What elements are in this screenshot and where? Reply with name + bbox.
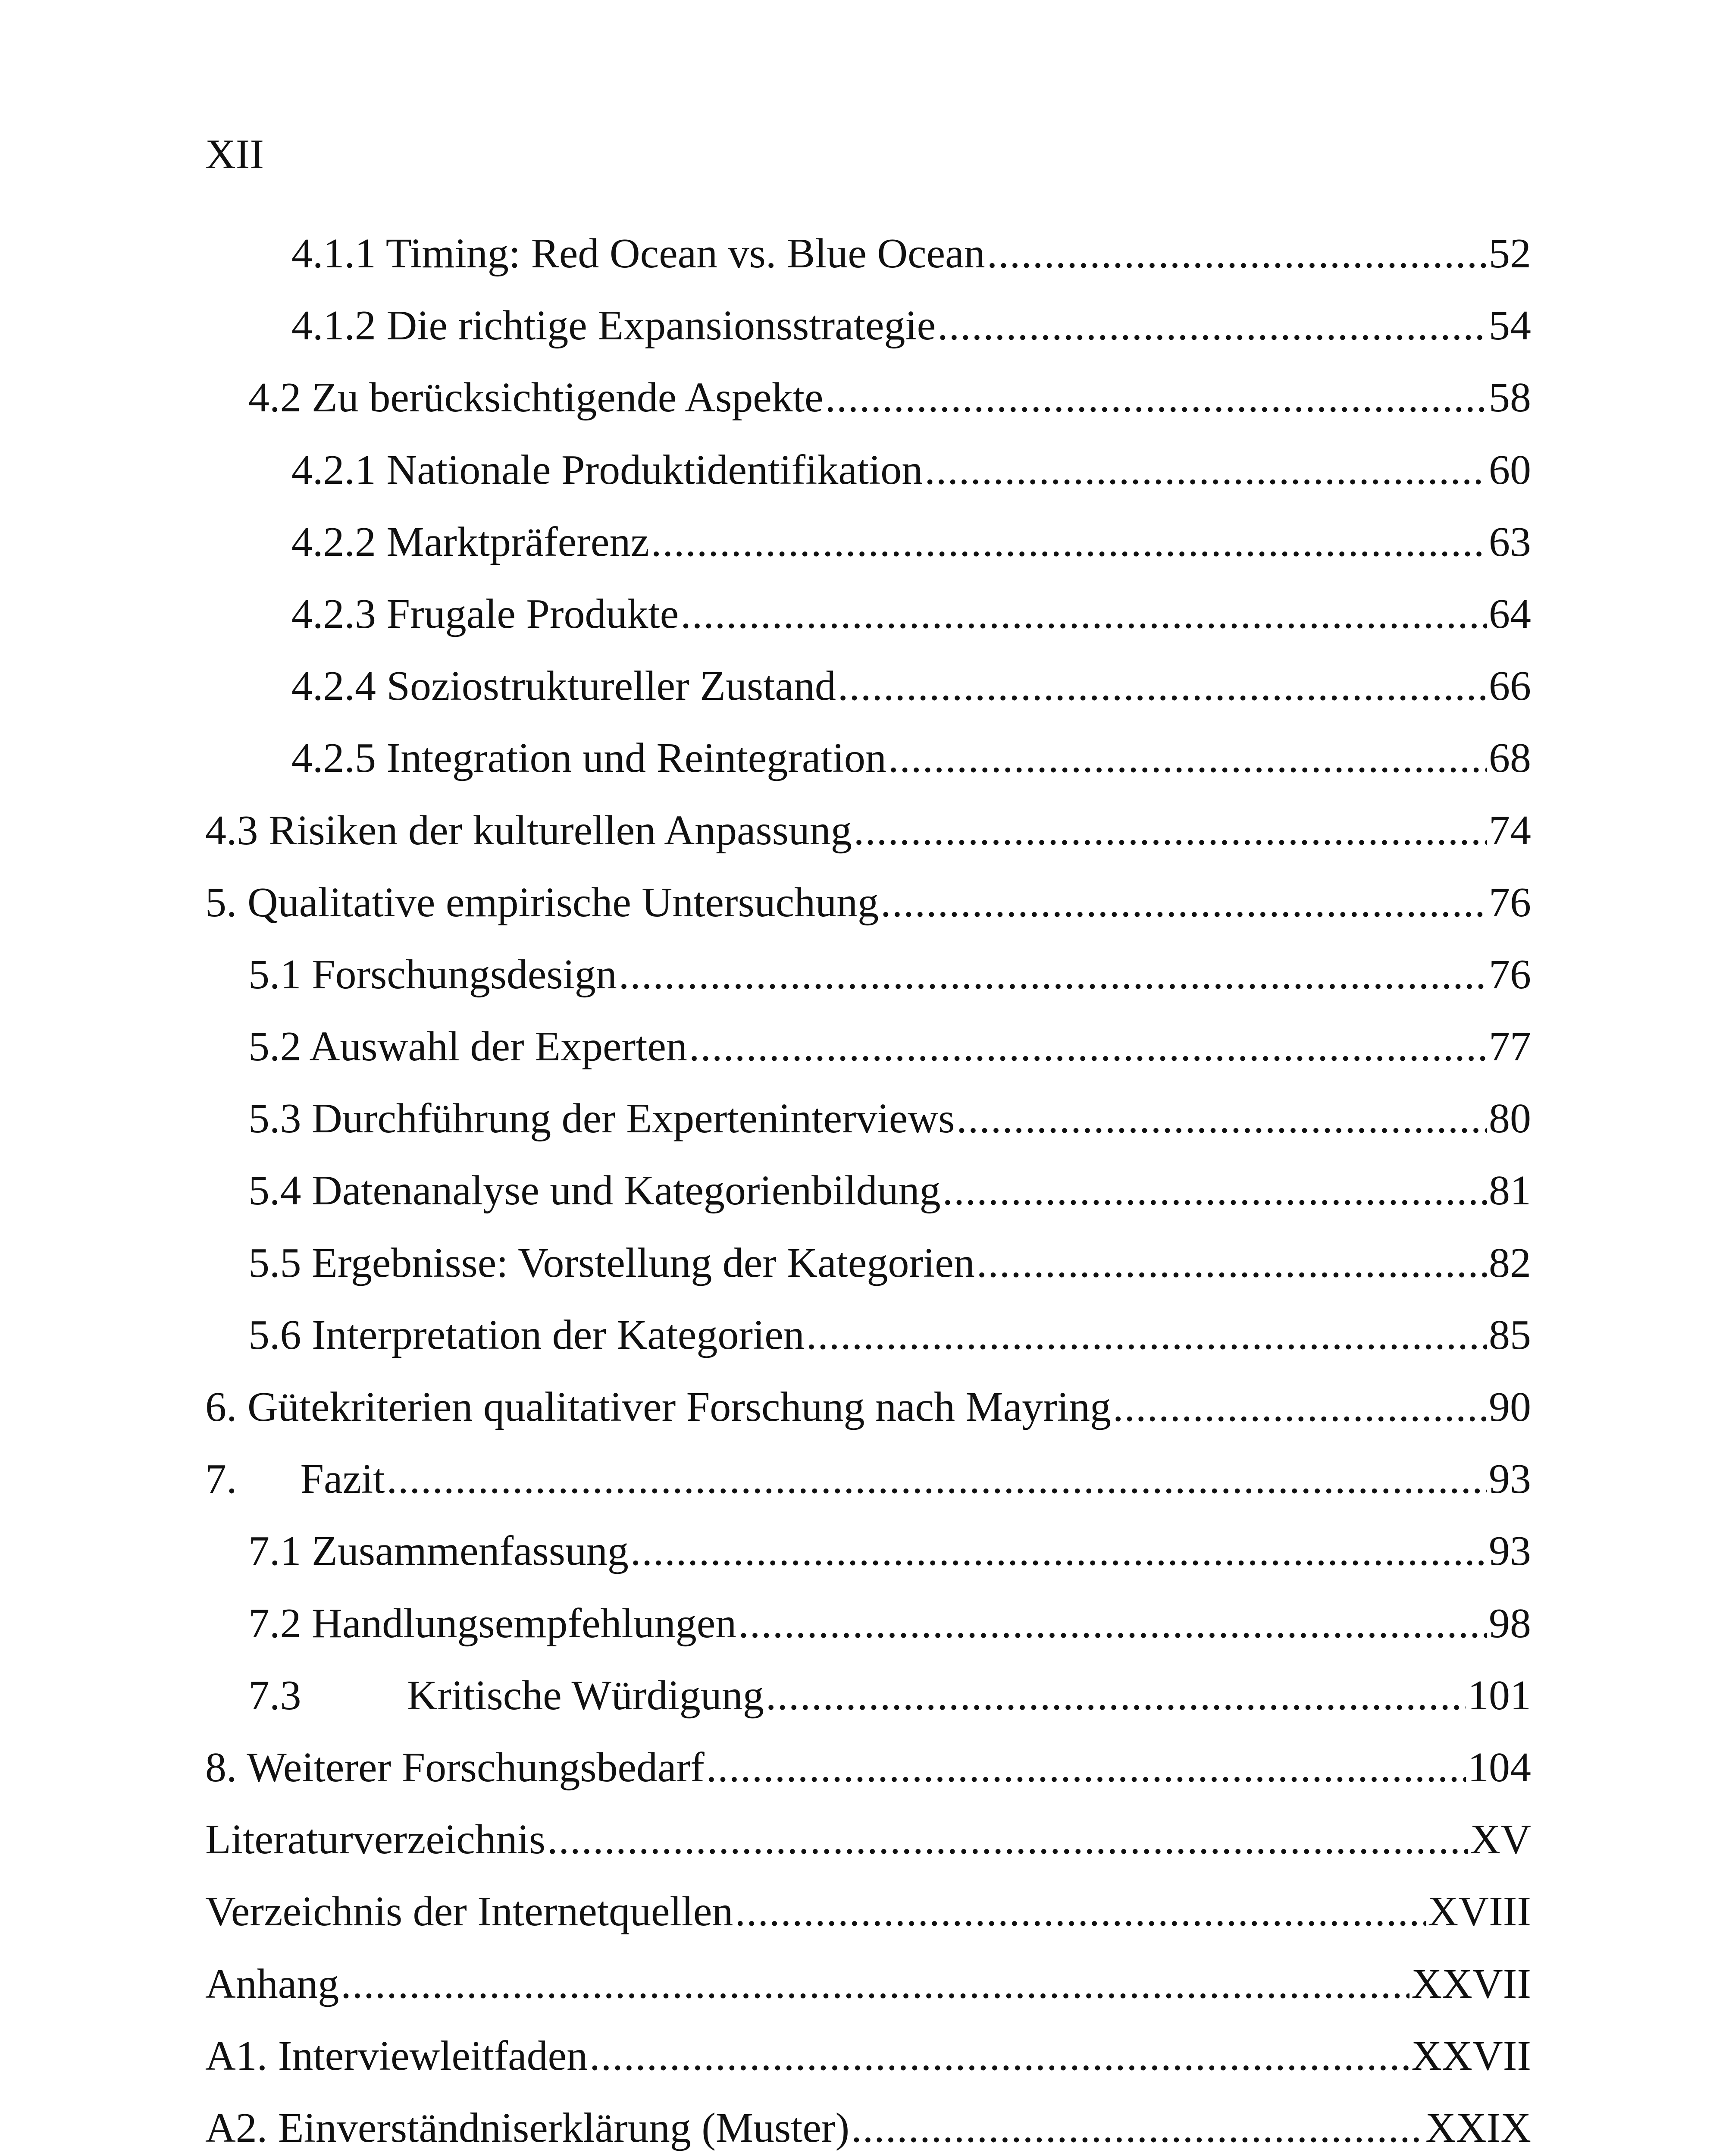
toc-entry[interactable] bbox=[205, 800, 1531, 872]
toc-entry-page: 58 bbox=[1489, 374, 1531, 421]
toc-entry[interactable] bbox=[205, 1881, 1531, 1953]
dot-leader bbox=[547, 1809, 1468, 1870]
toc-entry[interactable] bbox=[205, 1016, 1531, 1088]
toc-entry-page: 66 bbox=[1489, 663, 1531, 710]
toc-entry-title: 5.3 Durchführung der Experteninterviews bbox=[248, 1095, 955, 1142]
toc-entry-title: 5. Qualitative empirische Untersuchung bbox=[205, 879, 879, 926]
toc-entry-title: 7.2 Handlungsempfehlungen bbox=[248, 1600, 737, 1647]
toc-entry-title: 6. Gütekriterien qualitativer Forschung nach Mayring bbox=[205, 1384, 1111, 1430]
dot-leader bbox=[924, 440, 1487, 500]
table-of-contents bbox=[205, 223, 1531, 2156]
toc-entry[interactable] bbox=[205, 1088, 1531, 1160]
dot-leader bbox=[937, 295, 1487, 356]
toc-entry[interactable] bbox=[205, 728, 1531, 800]
toc-entry-page: 81 bbox=[1489, 1167, 1531, 1214]
toc-entry-title: 5.2 Auswahl der Experten bbox=[248, 1023, 687, 1070]
toc-entry-page: 60 bbox=[1489, 446, 1531, 493]
toc-entry-page: XVIII bbox=[1428, 1888, 1531, 1935]
dot-leader bbox=[706, 1737, 1466, 1798]
toc-entry-page: XV bbox=[1470, 1816, 1531, 1863]
toc-entry-title: 4.2.3 Frugale Produkte bbox=[291, 590, 679, 637]
toc-entry[interactable] bbox=[205, 1593, 1531, 1665]
toc-entry-page: 52 bbox=[1489, 230, 1531, 277]
dot-leader bbox=[689, 1016, 1487, 1077]
toc-entry-page: 63 bbox=[1489, 518, 1531, 565]
toc-entry[interactable] bbox=[205, 223, 1531, 295]
dot-leader bbox=[838, 656, 1487, 716]
toc-entry[interactable] bbox=[205, 367, 1531, 439]
toc-entry-title: 8. Weiterer Forschungsbedarf bbox=[205, 1744, 705, 1791]
toc-entry-page: 74 bbox=[1489, 807, 1531, 854]
toc-entry-title: 7.1 Zusammenfassung bbox=[248, 1528, 629, 1575]
toc-entry-title: 5.5 Ergebnisse: Vorstellung der Kategorien bbox=[248, 1239, 975, 1286]
toc-entry-page: 101 bbox=[1468, 1672, 1531, 1719]
toc-entry[interactable] bbox=[205, 2026, 1531, 2098]
toc-entry-page: 80 bbox=[1489, 1095, 1531, 1142]
dot-leader bbox=[680, 584, 1487, 644]
toc-entry-page: XXIX bbox=[1425, 2104, 1531, 2151]
toc-entry[interactable] bbox=[205, 2098, 1531, 2156]
toc-entry-page: 77 bbox=[1489, 1023, 1531, 1070]
toc-entry[interactable] bbox=[205, 1160, 1531, 1232]
toc-entry-page: 82 bbox=[1489, 1239, 1531, 1286]
toc-entry-title: 4.2.5 Integration und Reintegration bbox=[291, 735, 886, 782]
dot-leader bbox=[651, 512, 1487, 572]
toc-entry[interactable] bbox=[205, 1954, 1531, 2026]
toc-entry-title: 4.1.1 Timing: Red Ocean vs. Blue Ocean bbox=[291, 230, 985, 277]
toc-entry-title: 5.1 Forschungsdesign bbox=[248, 951, 617, 998]
toc-entry[interactable] bbox=[205, 872, 1531, 944]
toc-entry-title: 4.2 Zu berücksichtigende Aspekte bbox=[248, 374, 824, 421]
dot-leader bbox=[888, 728, 1487, 788]
dot-leader bbox=[956, 1088, 1487, 1149]
toc-entry-title: 5.4 Datenanalyse und Kategorienbildung bbox=[248, 1167, 941, 1214]
dot-leader bbox=[589, 2026, 1409, 2086]
toc-entry-title: 7. Fazit bbox=[205, 1456, 385, 1503]
dot-leader bbox=[738, 1593, 1487, 1654]
dot-leader bbox=[619, 944, 1487, 1005]
dot-leader bbox=[386, 1449, 1487, 1509]
toc-entry[interactable] bbox=[205, 440, 1531, 512]
toc-entry-title: Literaturverzeichnis bbox=[205, 1816, 546, 1863]
toc-entry[interactable] bbox=[205, 1665, 1531, 1737]
toc-entry-page: 104 bbox=[1468, 1744, 1531, 1791]
toc-entry-page: 85 bbox=[1489, 1311, 1531, 1358]
toc-entry-title: 4.2.2 Marktpräferenz bbox=[291, 518, 649, 565]
toc-entry-title: 5.6 Interpretation der Kategorien bbox=[248, 1311, 805, 1358]
toc-entry[interactable] bbox=[205, 1521, 1531, 1593]
toc-entry-page: 93 bbox=[1489, 1528, 1531, 1575]
toc-entry-title: 4.2.4 Soziostruktureller Zustand bbox=[291, 663, 836, 710]
toc-entry-title: Verzeichnis der Internetquellen bbox=[205, 1888, 733, 1935]
toc-entry[interactable] bbox=[205, 656, 1531, 728]
toc-entry-title: A2. Einverständniserklärung (Muster) bbox=[205, 2104, 850, 2151]
dot-leader bbox=[851, 2098, 1424, 2156]
toc-entry-page: 93 bbox=[1489, 1456, 1531, 1503]
toc-entry[interactable] bbox=[205, 512, 1531, 584]
toc-entry[interactable] bbox=[205, 944, 1531, 1016]
dot-leader bbox=[943, 1160, 1487, 1221]
toc-entry-page: 54 bbox=[1489, 302, 1531, 349]
dot-leader bbox=[1113, 1377, 1487, 1437]
dot-leader bbox=[735, 1881, 1426, 1942]
toc-entry-title: 4.2.1 Nationale Produktidentifikation bbox=[291, 446, 923, 493]
toc-entry-page: 68 bbox=[1489, 735, 1531, 782]
toc-entry-title: Anhang bbox=[205, 1960, 339, 2007]
toc-entry[interactable] bbox=[205, 1233, 1531, 1305]
toc-entry-title: A1. Interviewleitfaden bbox=[205, 2032, 588, 2079]
toc-entry-page: 90 bbox=[1489, 1384, 1531, 1430]
toc-entry-page: 76 bbox=[1489, 879, 1531, 926]
toc-entry-page: XXVII bbox=[1411, 2032, 1531, 2079]
toc-entry-page: 64 bbox=[1489, 590, 1531, 637]
dot-leader bbox=[766, 1665, 1466, 1726]
toc-entry[interactable] bbox=[205, 1377, 1531, 1449]
toc-entry-title: 4.3 Risiken der kulturellen Anpassung bbox=[205, 807, 852, 854]
dot-leader bbox=[825, 367, 1487, 428]
dot-leader bbox=[880, 872, 1487, 933]
dot-leader bbox=[854, 800, 1487, 861]
toc-entry-page: 76 bbox=[1489, 951, 1531, 998]
dot-leader bbox=[977, 1233, 1487, 1293]
toc-entry[interactable] bbox=[205, 295, 1531, 367]
toc-entry[interactable] bbox=[205, 584, 1531, 656]
dot-leader bbox=[987, 223, 1487, 284]
toc-entry-title: 4.1.2 Die richtige Expansionsstrategie bbox=[291, 302, 936, 349]
toc-entry[interactable] bbox=[205, 1305, 1531, 1377]
dot-leader bbox=[806, 1305, 1487, 1365]
toc-entry[interactable] bbox=[205, 1809, 1531, 1881]
toc-entry-page: 98 bbox=[1489, 1600, 1531, 1647]
dot-leader bbox=[341, 1954, 1409, 2014]
toc-entry[interactable] bbox=[205, 1449, 1531, 1521]
dot-leader bbox=[630, 1521, 1487, 1581]
toc-entry-title: 7.3 Kritische Würdigung bbox=[248, 1672, 764, 1719]
toc-entry-page: XXVII bbox=[1411, 1960, 1531, 2007]
toc-entry[interactable] bbox=[205, 1737, 1531, 1809]
page-number: XII bbox=[205, 131, 264, 178]
